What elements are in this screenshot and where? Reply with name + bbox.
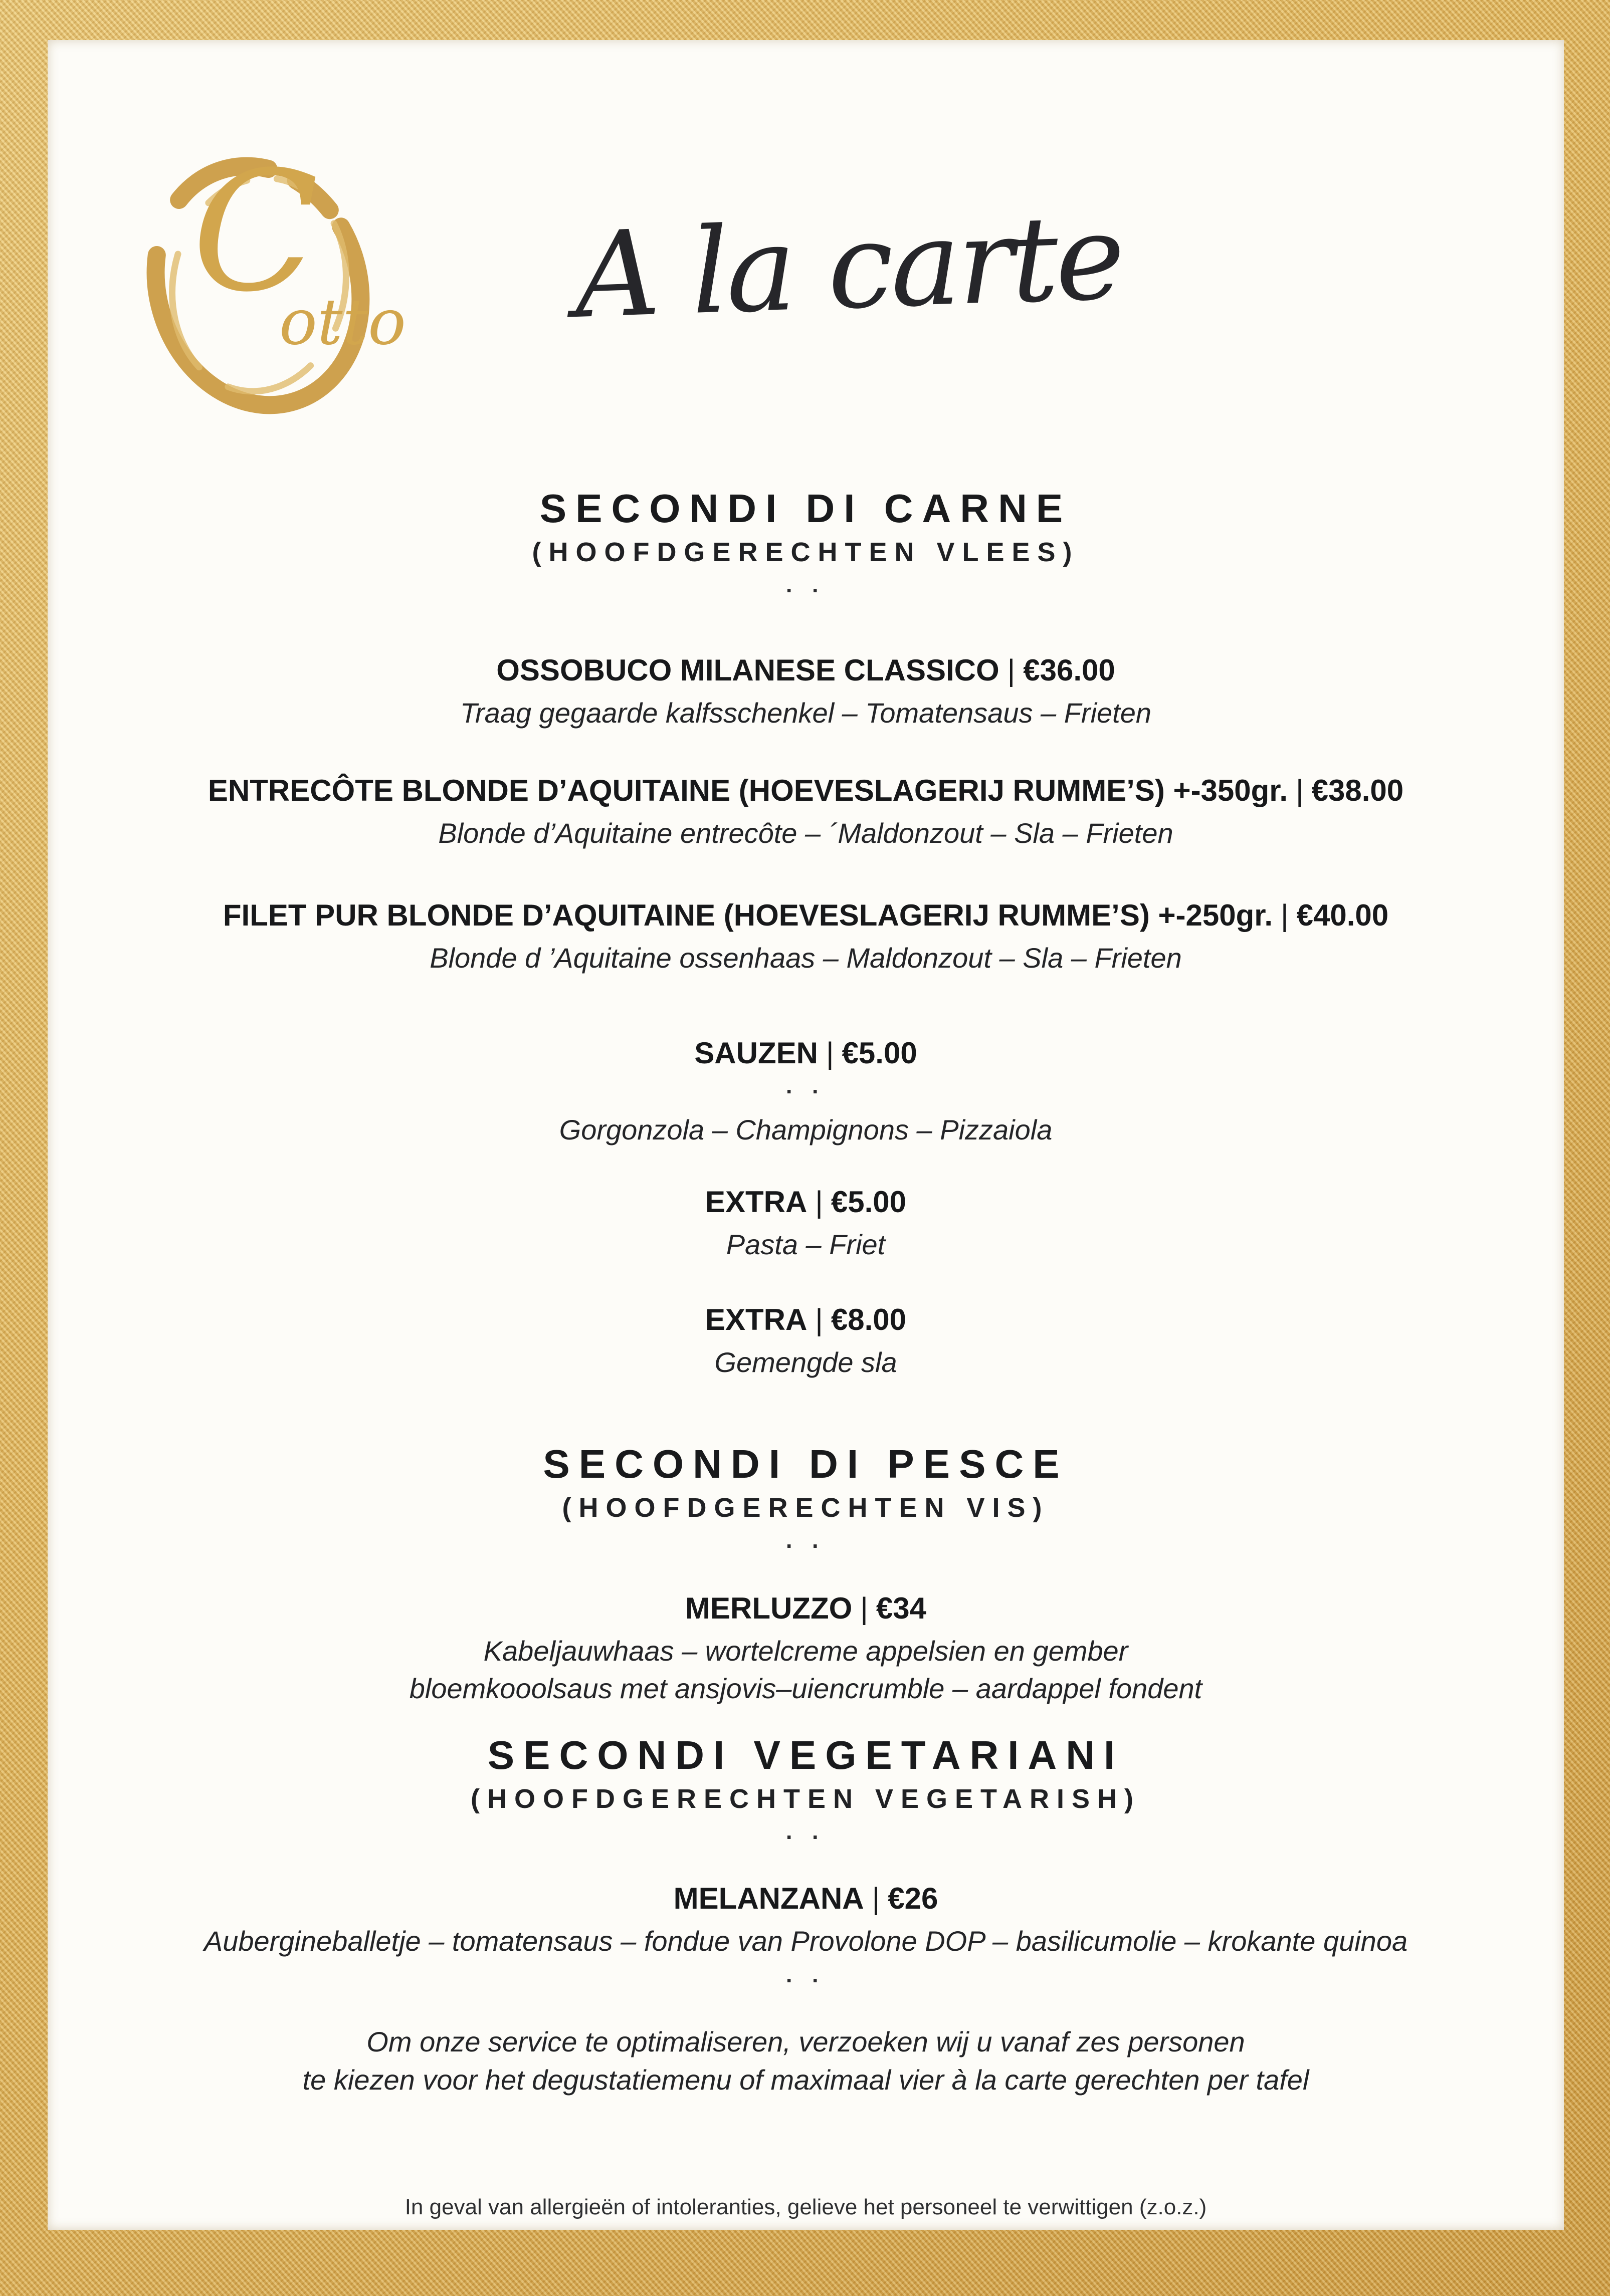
- item-description: Blonde d’Aquitaine entrecôte – ´Maldonzout – Sla – Frieten: [438, 817, 1173, 849]
- service-note-line: te kiezen voor het degustatiemenu of maximaal vier à la carte gerechten per tafel: [302, 2063, 1309, 2096]
- item-name: EXTRA: [705, 1185, 808, 1219]
- item-name: SAUZEN: [694, 1036, 818, 1070]
- section-subheading: (HOOFDGERECHTEN VLEES): [532, 537, 1080, 567]
- menu-item-extra-5: [48, 1186, 1564, 1264]
- pipe-separator: |: [815, 1302, 823, 1336]
- item-title: [48, 1037, 1564, 1069]
- section-heading: SECONDI DI CARNE: [539, 486, 1072, 531]
- divider-dots: · ·: [785, 1532, 826, 1559]
- service-note-line: Om onze service te optimaliseren, verzoeken wij u vanaf zes personen: [366, 2026, 1245, 2058]
- item-description-line: bloemkooolsaus met ansjovis–uiencrumble – aardappel fondent: [409, 1673, 1202, 1705]
- item-price: €36.00: [1023, 653, 1115, 687]
- item-price: €26: [888, 1881, 938, 1915]
- item-price: €5.00: [831, 1185, 907, 1219]
- menu-item-merluzzo: [48, 1592, 1564, 1708]
- menu-item-melanzana: [48, 1883, 1564, 1992]
- item-name: MELANZANA: [673, 1881, 864, 1915]
- pipe-separator: |: [1007, 653, 1016, 687]
- menu-content: [48, 486, 1564, 2220]
- menu-item-extra-8: [48, 1304, 1564, 1382]
- section-heading: SECONDI VEGETARIANI: [487, 1732, 1124, 1777]
- page-title: A la carte: [572, 189, 1124, 345]
- item-title: [48, 899, 1564, 931]
- paper-panel: [48, 40, 1564, 2230]
- section-secondi-vegetariani: [48, 1732, 1564, 1994]
- menu-item-ossobuco: [48, 654, 1564, 732]
- section-secondi-di-carne: [48, 486, 1564, 1382]
- item-title: [48, 775, 1564, 806]
- allergy-note: In geval van allergieën of intoleranties, gelieve het personeel te verwittigen (z.o.z.): [405, 2194, 1207, 2219]
- item-name: MERLUZZO: [685, 1591, 853, 1625]
- divider-dots: · ·: [785, 577, 826, 603]
- item-price: €40.00: [1296, 898, 1389, 933]
- pipe-separator: |: [872, 1881, 880, 1915]
- pipe-separator: |: [1281, 898, 1289, 933]
- menu-item-entrecote: [48, 775, 1564, 852]
- section-secondi-di-pesce: [48, 1441, 1564, 1708]
- item-price: €8.00: [831, 1302, 907, 1336]
- logo-wordmark: otto: [279, 285, 406, 359]
- divider-dots: · ·: [785, 1823, 826, 1850]
- item-name: EXTRA: [705, 1302, 808, 1336]
- logo-initial: C: [192, 136, 319, 328]
- section-heading: SECONDI DI PESCE: [543, 1441, 1069, 1486]
- item-name: ENTRECÔTE BLONDE D’AQUITAINE (HOEVESLAGERIJ RUMME’S) +-350gr.: [208, 773, 1288, 807]
- section-subheading: (HOOFDGERECHTEN VIS): [562, 1492, 1050, 1523]
- divider-dots: · ·: [785, 1967, 826, 1994]
- pipe-separator: |: [815, 1185, 823, 1219]
- item-name: FILET PUR BLONDE D’AQUITAINE (HOEVESLAGERIJ RUMME’S) +-250gr.: [223, 898, 1273, 933]
- item-name: OSSOBUCO MILANESE CLASSICO: [496, 653, 999, 687]
- item-description: Gorgonzola – Champignons – Pizzaiola: [559, 1113, 1053, 1145]
- service-note: [48, 2023, 1564, 2099]
- item-title: [48, 1304, 1564, 1335]
- pipe-separator: |: [1296, 773, 1304, 807]
- item-description: Traag gegaarde kalfsschenkel – Tomatensaus – Frieten: [460, 697, 1152, 729]
- menu-item-filet-pur: [48, 899, 1564, 977]
- item-title: [48, 1186, 1564, 1218]
- pipe-separator: |: [860, 1591, 868, 1625]
- item-title: [48, 1592, 1564, 1624]
- divider-dots: · ·: [785, 1078, 826, 1104]
- item-price: €34: [876, 1591, 926, 1625]
- item-description-line: Kabeljauwhaas – wortelcreme appelsien en gember: [483, 1635, 1128, 1667]
- section-subheading: (HOOFDGERECHTEN VEGETARISH): [470, 1783, 1141, 1814]
- item-description: Gemengde sla: [714, 1346, 897, 1378]
- item-description: Pasta – Friet: [726, 1229, 886, 1261]
- item-price: €38.00: [1311, 773, 1404, 807]
- item-description: Aubergineballetje – tomatensaus – fondue van Provolone DOP – basilicumolie – krokante quinoa: [204, 1925, 1408, 1957]
- item-price: €5.00: [842, 1036, 917, 1070]
- item-title: [48, 1883, 1564, 1914]
- item-description: [48, 1632, 1564, 1708]
- item-description: Blonde d ’Aquitaine ossenhaas – Maldonzout – Sla – Frieten: [430, 942, 1182, 974]
- menu-item-sauzen: [48, 1037, 1564, 1149]
- item-title: [48, 654, 1564, 686]
- pipe-separator: |: [826, 1036, 834, 1070]
